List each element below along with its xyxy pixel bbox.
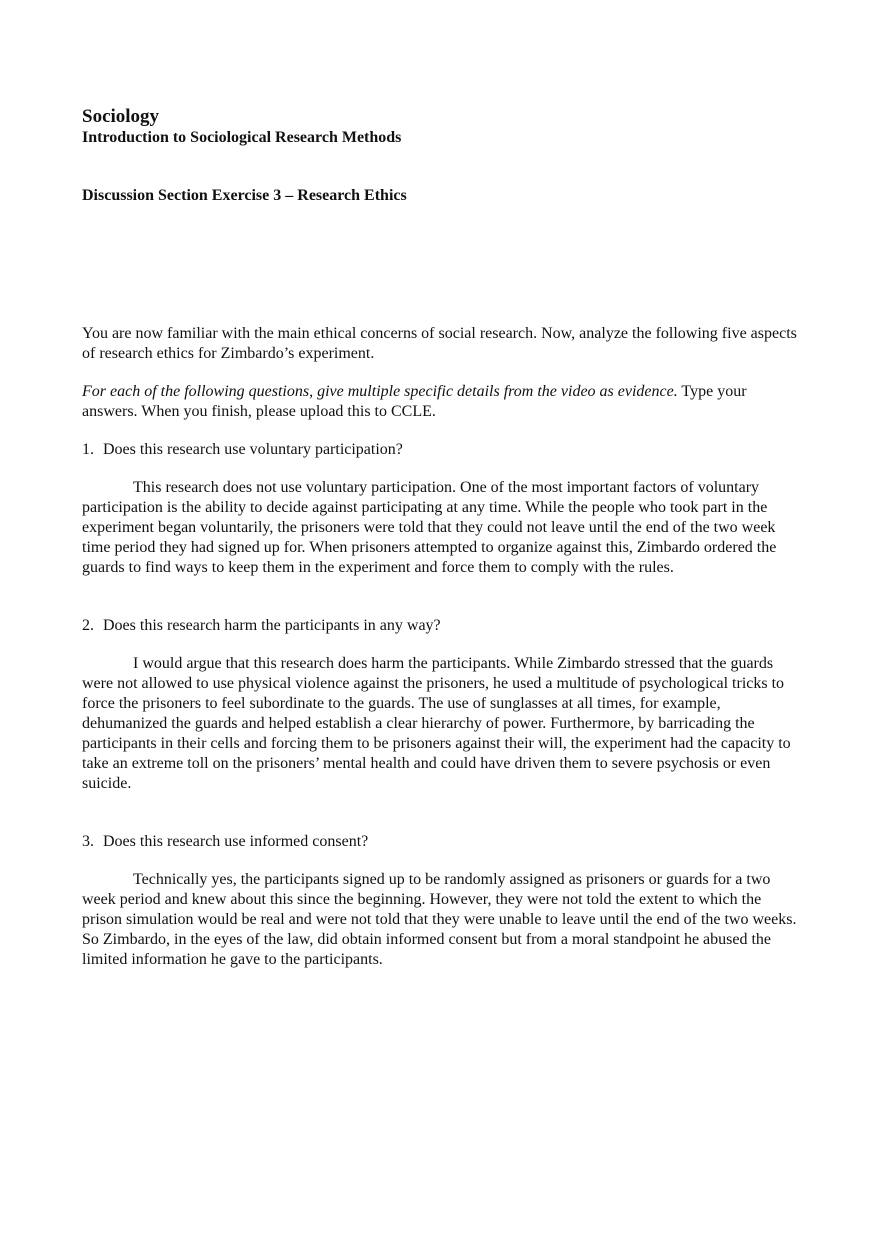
course-subtitle: Introduction to Sociological Research Methods [82,129,402,146]
document-title: Sociology [82,106,160,127]
question-text: Does this research harm the participants in any way? [103,617,441,634]
question-text: Does this research use voluntary participation? [103,441,403,458]
question-1 [82,440,802,460]
question-number: 1. [82,441,94,458]
answer-2: I would argue that this research does harm the participants. While Zimbardo stressed that the guards were not allowed to use physical violence against the prisoners, he used a multitude of psychological tricks to force the prisoners to feel subordinate to the guards. The use of sunglasses at all times, for example, dehumanized the guards and helped establish a clear hierarchy of power. Furthermore, by barricading the participants in their cells and forcing them to be prisoners against their will, the experiment had the capacity to take an extreme toll on the prisoners’ mental health and could have driven them to severe psychosis or even suicide. [82,655,791,792]
document-page [82,106,802,970]
question-number: 2. [82,617,94,634]
instructions-italic: For each of the following questions, give multiple specific details from the video as evidence. [82,383,678,400]
intro-paragraph: You are now familiar with the main ethical concerns of social research. Now, analyze the following five aspects of research ethics for Zimbardo’s experiment. [82,325,797,362]
question-number: 3. [82,833,94,850]
instructions-paragraph [82,382,802,422]
exercise-heading: Discussion Section Exercise 3 – Research Ethics [82,187,407,204]
question-3 [82,832,802,852]
answer-3: Technically yes, the participants signed up to be randomly assigned as prisoners or guards for a two week period and knew about this since the beginning. However, they were not told the extent to which the prison simulation would be real and were not told that they were unable to leave until the end of the two weeks. So Zimbardo, in the eyes of the law, did obtain informed consent but from a moral standpoint he abused the limited information he gave to the participants. [82,871,797,968]
instructions-normal: Type your answers. When you finish, please upload this to CCLE. [82,383,747,420]
question-text: Does this research use informed consent? [103,833,369,850]
answer-1: This research does not use voluntary participation. One of the most important factors of voluntary participation is the ability to decide against participating at any time. While the people who took part in the experiment began voluntarily, the prisoners were told that they could not leave until the end of the two week time period they had signed up for. When prisoners attempted to organize against this, Zimbardo ordered the guards to find ways to keep them in the experiment and force them to comply with the rules. [82,479,777,576]
question-2 [82,616,802,636]
